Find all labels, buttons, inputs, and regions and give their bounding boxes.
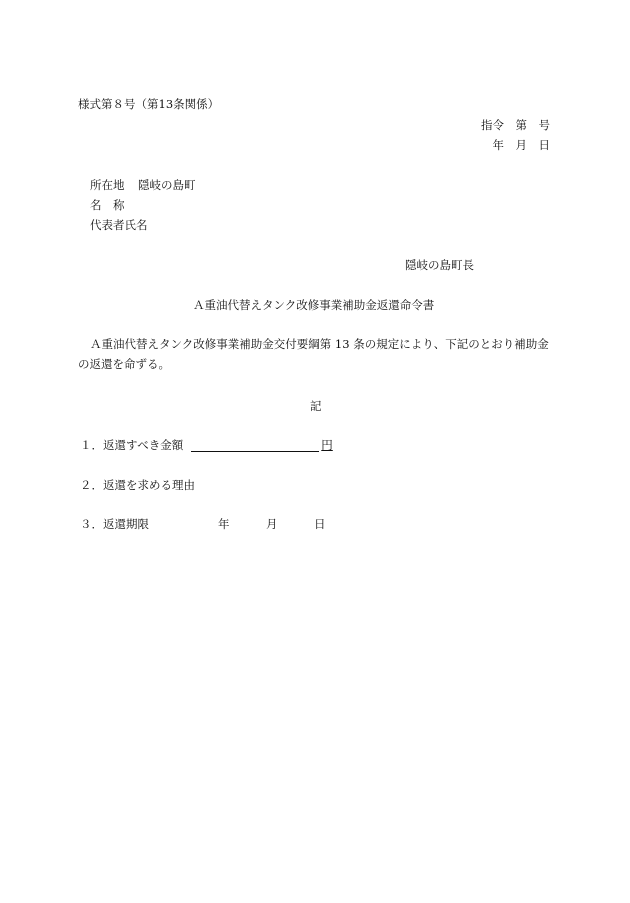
deadline-year: 年 bbox=[218, 517, 230, 531]
deadline-month: 月 bbox=[266, 517, 278, 531]
deadline-day: 日 bbox=[314, 517, 326, 531]
document-date: 年 月 日 bbox=[492, 138, 550, 152]
item-1 bbox=[80, 438, 333, 452]
representative-label: 代表者氏名 bbox=[90, 218, 148, 232]
amount-blank-line bbox=[191, 438, 319, 452]
body-text-line-1: Ａ重油代替えタンク改修事業補助金交付要綱第 13 条の規定により、下記のとおり補助金 bbox=[90, 337, 549, 351]
yen-unit: 円 bbox=[321, 438, 333, 452]
body-text-line-2: の返還を命ずる。 bbox=[78, 357, 170, 371]
item-2-label: ２．返還を求める理由 bbox=[80, 478, 195, 492]
item-3-label: ３．返還期限 bbox=[80, 517, 149, 531]
address-value: 隠岐の島町 bbox=[138, 178, 196, 192]
document-title: Ａ重油代替えタンク改修事業補助金返還命令書 bbox=[193, 298, 435, 312]
document-number: 指令 第 号 bbox=[481, 118, 550, 132]
name-label: 名 称 bbox=[90, 198, 125, 212]
ki-heading: 記 bbox=[310, 399, 322, 413]
issuer: 隠岐の島町長 bbox=[405, 258, 474, 272]
address-label: 所在地 bbox=[90, 178, 125, 192]
form-label: 様式第８号（第13条関係） bbox=[78, 97, 220, 111]
item-1-label: １．返還すべき金額 bbox=[80, 438, 184, 452]
